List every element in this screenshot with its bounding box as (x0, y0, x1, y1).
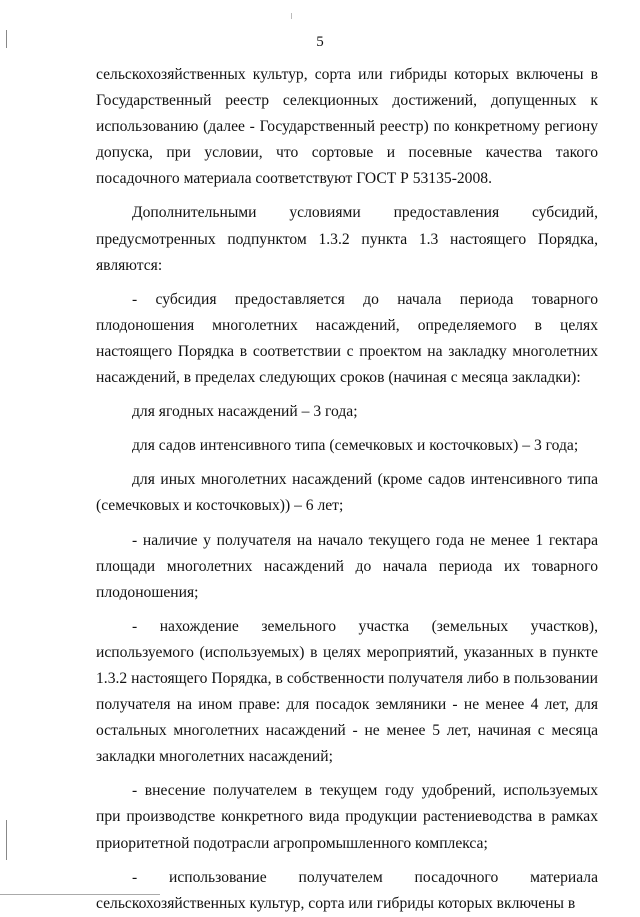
list-item-other-plantings: для иных многолетних насаждений (кроме садов интенсивного типа (семечковых и косточковых)) – 6 лет; (96, 471, 598, 515)
list-item-planting-material: - использование получателем посадочного материала сельскохозяйственных культур, сорта или гибриды которых включены в (96, 868, 598, 912)
scan-artifact (291, 13, 292, 19)
list-item-fertilizers: - внесение получателем в текущем году удобрений, используемых при производстве конкретного вида продукции растениеводства в рамках приоритетной подотрасли агропромышленного комплекса; (96, 782, 598, 852)
list-item-intensive-gardens: для садов интенсивного типа (семечковых и косточковых) – 3 года; (132, 437, 579, 455)
paragraph-continuation: сельскохозяйственных культур, сорта или гибриды которых включены в Государственный реестр селекционных достижений, допущенных к использованию (далее - Государственный реестр) по конкретному региону допуска, при условии, что сортовые и посевные качества такого посадочного материала соответствуют ГОСТ Р 53135-2008. (96, 66, 598, 188)
list-item-berry: для ягодных насаждений – 3 года; (132, 403, 358, 421)
document-body (96, 62, 598, 917)
list-item-land-plot: - нахождение земельного участка (земельных участков), используемого (используемых) в целях мероприятий, указанных в пункте 1.3.2 настоящего Порядка, в собственности получателя либо в пользовании получателя на ином праве: для посадок земляники - не менее 4 лет, для остальных многолетних насаждений - не менее 5 лет, начиная с месяца закладки многолетних насаждений; (96, 617, 598, 766)
scan-artifact (6, 820, 7, 860)
list-item-hectare: - наличие у получателя на начало текущего года не менее 1 гектара площади многолетних насаждений до начала периода их товарного плодоношения; (96, 531, 598, 601)
page-number: 5 (316, 34, 324, 50)
list-item-subsidy-period: - субсидия предоставляется до начала периода товарного плодоношения многолетних насаждений, определяемого в целях настоящего Порядка в соответствии с проектом на закладку многолетних насаждений, в пределах следующих сроков (начиная с месяца закладки): (96, 290, 598, 387)
paragraph-additional-conditions: Дополнительными условиями предоставления субсидий, предусмотренных подпунктом 1.3.2 пункта 1.3 настоящего Порядка, являются: (96, 204, 598, 274)
